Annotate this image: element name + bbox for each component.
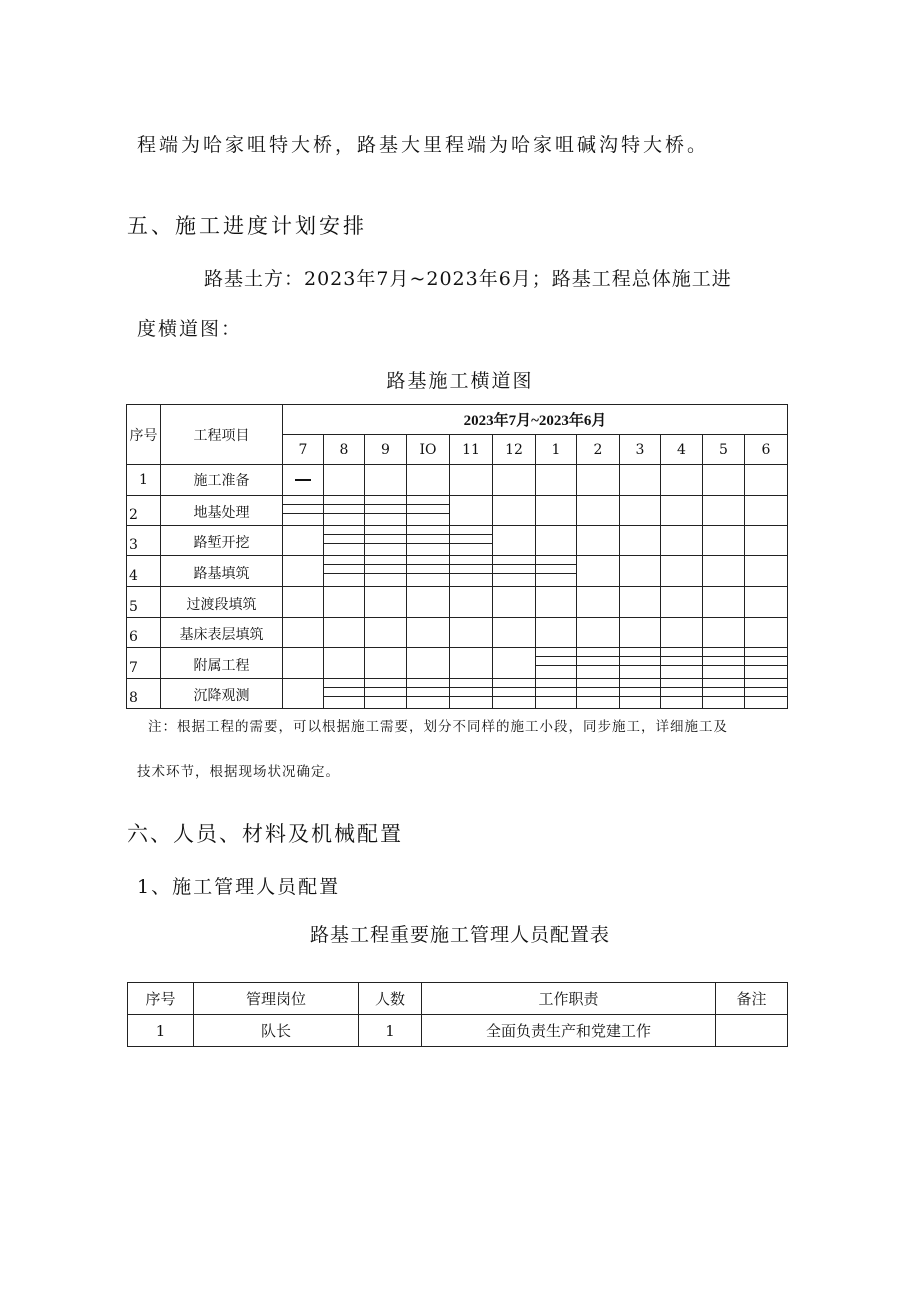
- staff-header-row: [128, 983, 788, 1015]
- progress-bar: [407, 504, 449, 505]
- header-seq: 序号: [127, 405, 161, 465]
- schedule-text-line1: 路基土方：2023年7月~2023年6月；路基工程总体施工进: [204, 268, 732, 290]
- progress-bar: [577, 665, 619, 666]
- month-slot: [493, 465, 536, 496]
- month-slot: [661, 587, 703, 618]
- row-seq: [127, 587, 161, 618]
- month-slot: [620, 587, 661, 618]
- row-item-text: 过渡段填筑: [186, 597, 257, 613]
- month-slot: [536, 526, 577, 556]
- month-cell: 12: [493, 435, 536, 465]
- progress-bar: [703, 665, 744, 666]
- schedule-text-line2: 度横道图：: [137, 318, 243, 340]
- table-row: [128, 1015, 788, 1047]
- staff-header-cell: 管理岗位: [194, 983, 359, 1015]
- month-slot: [536, 465, 577, 496]
- month-slot: [661, 648, 703, 679]
- month-slot: [493, 679, 536, 709]
- staff-table-title: 路基工程重要施工管理人员配置表: [309, 924, 610, 946]
- table-row: [127, 587, 788, 618]
- month-slot: [703, 648, 745, 679]
- staff-duty: 全面负责生产和党建工作: [422, 1015, 716, 1047]
- month-slot: [493, 556, 536, 587]
- progress-bar: [703, 687, 744, 688]
- month-slot: [283, 496, 324, 526]
- progress-bar: [536, 687, 576, 688]
- progress-bar: [493, 696, 535, 697]
- month-slot: [577, 496, 620, 526]
- month-slot: [745, 648, 788, 679]
- month-slot: [365, 679, 407, 709]
- month-slot: [450, 496, 493, 526]
- month-slot: [703, 526, 745, 556]
- row-seq: [127, 465, 161, 496]
- month-slot: [365, 465, 407, 496]
- progress-bar: [365, 687, 406, 688]
- progress-bar: [407, 696, 449, 697]
- progress-bar: [703, 696, 744, 697]
- progress-bar: [450, 564, 492, 565]
- progress-bar: [365, 564, 406, 565]
- progress-bar: [283, 513, 323, 514]
- progress-bar: [493, 564, 535, 565]
- month-cell: 9: [365, 435, 407, 465]
- month-slot: [450, 679, 493, 709]
- month-slot: [745, 496, 788, 526]
- progress-bar: [365, 543, 406, 544]
- month-slot: [450, 526, 493, 556]
- month-slot: [493, 648, 536, 679]
- month-slot: [577, 556, 620, 587]
- row-seq-text: 5: [129, 599, 138, 615]
- month-slot: [536, 679, 577, 709]
- month-slot: [365, 496, 407, 526]
- month-slot: [324, 556, 365, 587]
- progress-bar: [407, 573, 449, 574]
- gantt-body: [127, 465, 788, 709]
- month-slot: [661, 618, 703, 648]
- row-seq: [127, 618, 161, 648]
- month-cell: 6: [745, 435, 788, 465]
- month-slot: [324, 587, 365, 618]
- month-cell: 1: [536, 435, 577, 465]
- progress-bar: [295, 479, 311, 481]
- progress-bar: [536, 656, 576, 657]
- progress-bar: [620, 665, 660, 666]
- progress-bar: [324, 513, 364, 514]
- month-slot: [745, 465, 788, 496]
- month-slot: [536, 587, 577, 618]
- month-slot: [661, 496, 703, 526]
- month-slot: [450, 556, 493, 587]
- progress-bar: [407, 513, 449, 514]
- month-cell: 8: [324, 435, 365, 465]
- month-slot: [407, 526, 450, 556]
- progress-bar: [324, 696, 364, 697]
- progress-bar: [324, 543, 364, 544]
- month-slot: [620, 648, 661, 679]
- month-slot: [577, 587, 620, 618]
- progress-bar: [493, 687, 535, 688]
- month-slot: [407, 465, 450, 496]
- month-slot: [745, 526, 788, 556]
- table-row: [127, 496, 788, 526]
- progress-bar: [661, 656, 702, 657]
- progress-bar: [620, 696, 660, 697]
- header-item: 工程项目: [161, 405, 283, 465]
- staff-header-cell: 序号: [128, 983, 194, 1015]
- table-row: [127, 618, 788, 648]
- progress-bar: [661, 665, 702, 666]
- intro-paragraph: 程端为哈家咀特大桥，路基大里程端为哈家咀碱沟特大桥。: [137, 134, 710, 156]
- month-slot: [283, 587, 324, 618]
- progress-bar: [407, 534, 449, 535]
- staff-header-cell: 备注: [716, 983, 788, 1015]
- row-seq: [127, 556, 161, 587]
- progress-bar: [450, 543, 492, 544]
- month-slot: [536, 618, 577, 648]
- row-item-text: 施工准备: [193, 473, 250, 489]
- month-slot: [536, 648, 577, 679]
- progress-bar: [365, 573, 406, 574]
- row-item: [161, 679, 283, 709]
- progress-bar: [407, 564, 449, 565]
- month-slot: [703, 679, 745, 709]
- progress-bar: [577, 656, 619, 657]
- month-slot: [324, 526, 365, 556]
- row-item-text: 路基填筑: [193, 566, 250, 582]
- month-slot: [324, 679, 365, 709]
- month-slot: [620, 465, 661, 496]
- month-slot: [703, 587, 745, 618]
- row-item: [161, 465, 283, 496]
- month-slot: [620, 556, 661, 587]
- staff-count: 1: [359, 1015, 422, 1047]
- table-row: [127, 679, 788, 709]
- progress-bar: [536, 665, 576, 666]
- progress-bar: [745, 687, 787, 688]
- month-slot: [536, 556, 577, 587]
- month-slot: [493, 496, 536, 526]
- month-slot: [450, 465, 493, 496]
- month-slot: [407, 496, 450, 526]
- month-slot: [703, 496, 745, 526]
- row-item-text: 附属工程: [193, 658, 250, 674]
- staff-post: 队长: [194, 1015, 359, 1047]
- month-slot: [407, 618, 450, 648]
- progress-bar: [407, 543, 449, 544]
- month-slot: [661, 526, 703, 556]
- header-range: 2023年7月~2023年6月: [283, 405, 788, 435]
- progress-bar: [745, 665, 787, 666]
- progress-bar: [324, 573, 364, 574]
- progress-bar: [661, 696, 702, 697]
- month-slot: [407, 679, 450, 709]
- progress-bar: [536, 573, 576, 574]
- progress-bar: [324, 564, 364, 565]
- row-item: [161, 587, 283, 618]
- month-cell: IO: [407, 435, 450, 465]
- progress-bar: [450, 534, 492, 535]
- month-slot: [620, 496, 661, 526]
- month-cell: 2: [577, 435, 620, 465]
- month-slot: [450, 648, 493, 679]
- row-seq: [127, 648, 161, 679]
- progress-bar: [620, 656, 660, 657]
- row-seq-text: 2: [129, 507, 138, 523]
- month-slot: [365, 618, 407, 648]
- month-slot: [365, 648, 407, 679]
- month-slot: [365, 556, 407, 587]
- progress-bar: [703, 656, 744, 657]
- month-slot: [577, 465, 620, 496]
- month-slot: [283, 526, 324, 556]
- month-slot: [283, 556, 324, 587]
- table-row: [127, 556, 788, 587]
- month-slot: [324, 618, 365, 648]
- month-slot: [661, 465, 703, 496]
- progress-bar: [450, 687, 492, 688]
- staff-table: [127, 982, 788, 1047]
- progress-bar: [365, 513, 406, 514]
- progress-bar: [407, 687, 449, 688]
- row-seq: [127, 496, 161, 526]
- month-slot: [577, 679, 620, 709]
- staff-header-cell: 人数: [359, 983, 422, 1015]
- month-slot: [745, 587, 788, 618]
- month-slot: [577, 618, 620, 648]
- progress-bar: [324, 504, 364, 505]
- month-slot: [407, 556, 450, 587]
- row-item: [161, 526, 283, 556]
- progress-bar: [365, 696, 406, 697]
- month-slot: [661, 679, 703, 709]
- staff-header-cell: 工作职责: [422, 983, 716, 1015]
- section6-sub1: 1、施工管理人员配置: [137, 876, 341, 898]
- month-slot: [450, 587, 493, 618]
- section5-heading: 五、施工进度计划安排: [127, 214, 367, 238]
- row-item-text: 沉降观测: [193, 688, 250, 704]
- progress-bar: [536, 564, 576, 565]
- month-slot: [745, 679, 788, 709]
- progress-bar: [536, 696, 576, 697]
- row-seq: [127, 679, 161, 709]
- table-row: [127, 648, 788, 679]
- staff-remark: [716, 1015, 788, 1047]
- month-slot: [620, 526, 661, 556]
- row-item: [161, 496, 283, 526]
- gantt-note-line2: 技术环节，根据现场状况确定。: [137, 764, 340, 780]
- gantt-title: 路基施工横道图: [386, 370, 534, 392]
- table-row: [127, 465, 788, 496]
- month-slot: [745, 556, 788, 587]
- month-cell: 11: [450, 435, 493, 465]
- staff-seq: 1: [128, 1015, 194, 1047]
- month-slot: [703, 618, 745, 648]
- progress-bar: [745, 656, 787, 657]
- month-slot: [324, 496, 365, 526]
- month-slot: [703, 556, 745, 587]
- section6-heading: 六、人员、材料及机械配置: [127, 822, 403, 846]
- month-slot: [661, 556, 703, 587]
- month-slot: [493, 587, 536, 618]
- month-slot: [365, 526, 407, 556]
- month-slot: [745, 618, 788, 648]
- gantt-note-line1: 注：根据工程的需要，可以根据施工需要，划分不同样的施工小段，同步施工，详细施工及: [148, 719, 728, 735]
- month-slot: [324, 648, 365, 679]
- gantt-table: [126, 404, 788, 709]
- progress-bar: [283, 504, 323, 505]
- month-slot: [324, 465, 365, 496]
- progress-bar: [661, 687, 702, 688]
- progress-bar: [493, 573, 535, 574]
- progress-bar: [365, 534, 406, 535]
- progress-bar: [450, 573, 492, 574]
- row-seq-text: 8: [129, 690, 138, 706]
- progress-bar: [324, 534, 364, 535]
- row-item: [161, 648, 283, 679]
- progress-bar: [745, 696, 787, 697]
- month-slot: [620, 679, 661, 709]
- table-row: [127, 526, 788, 556]
- month-slot: [703, 465, 745, 496]
- month-cell: 3: [620, 435, 661, 465]
- progress-bar: [577, 687, 619, 688]
- month-slot: [577, 526, 620, 556]
- month-slot: [536, 496, 577, 526]
- row-seq-text: 3: [129, 537, 138, 553]
- row-item-text: 地基处理: [193, 505, 250, 521]
- month-slot: [283, 465, 324, 496]
- month-slot: [450, 618, 493, 648]
- progress-bar: [577, 696, 619, 697]
- progress-bar: [620, 687, 660, 688]
- month-slot: [283, 618, 324, 648]
- row-seq-text: 7: [129, 660, 138, 676]
- month-cell: 5: [703, 435, 745, 465]
- progress-bar: [365, 504, 406, 505]
- row-seq-text: 6: [129, 629, 138, 645]
- month-slot: [407, 648, 450, 679]
- row-item: [161, 618, 283, 648]
- month-slot: [493, 618, 536, 648]
- row-item-text: 路堑开挖: [193, 535, 250, 551]
- progress-bar: [450, 696, 492, 697]
- month-slot: [365, 587, 407, 618]
- gantt-header-row: [127, 405, 788, 435]
- row-seq: [127, 526, 161, 556]
- row-seq-text: 1: [139, 472, 148, 488]
- month-cell: 4: [661, 435, 703, 465]
- month-slot: [493, 526, 536, 556]
- month-slot: [620, 618, 661, 648]
- month-slot: [407, 587, 450, 618]
- row-seq-text: 4: [129, 568, 138, 584]
- month-slot: [283, 648, 324, 679]
- month-slot: [283, 679, 324, 709]
- month-cell: 7: [283, 435, 324, 465]
- month-slot: [577, 648, 620, 679]
- progress-bar: [324, 687, 364, 688]
- row-item-text: 基床表层填筑: [179, 627, 264, 643]
- row-item: [161, 556, 283, 587]
